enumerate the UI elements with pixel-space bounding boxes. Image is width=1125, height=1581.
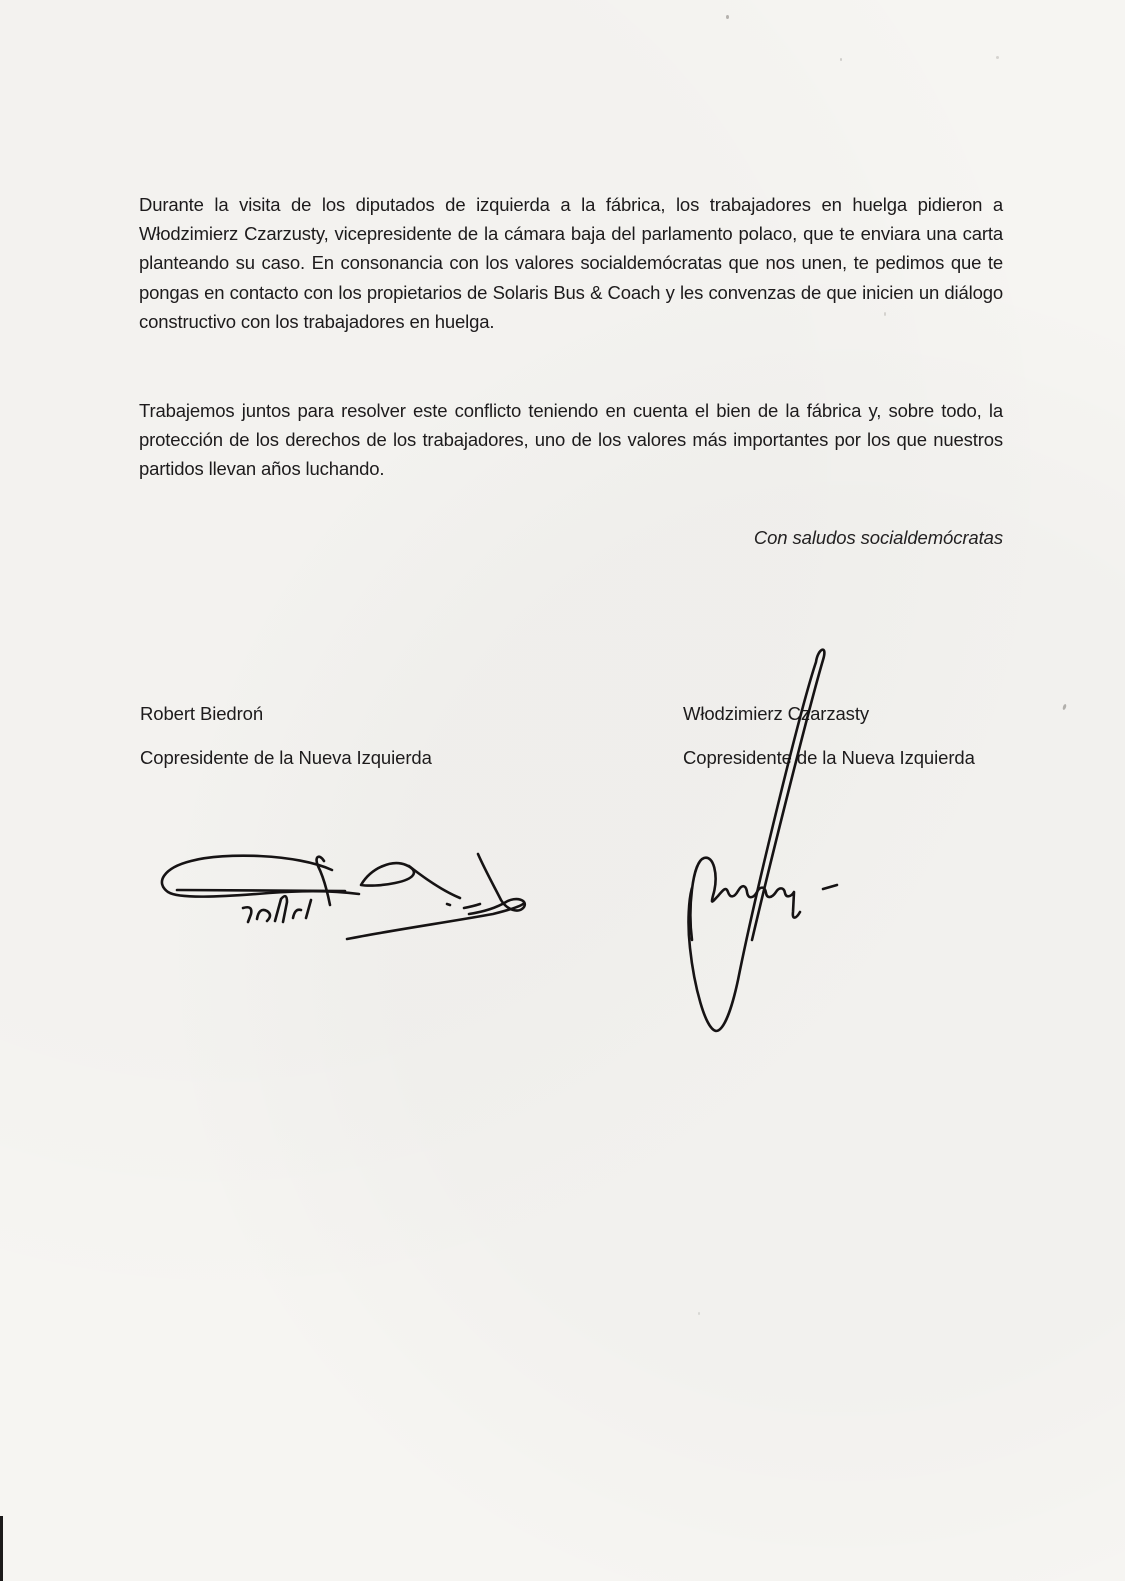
signatory-title-robert-biedron: Copresidente de la Nueva Izquierda xyxy=(140,747,432,768)
complimentary-close: Con saludos socialdemócratas xyxy=(753,527,1003,548)
letter-paragraph-1: Durante la visita de los diputados de izquierda a la fábrica, los trabajadores en huelga pidieron a Włodzimierz Czarzusty, vicepresidente de la cámara baja del parlamento polaco, que te enviara una carta planteando su caso. En consonancia con los valores socialdemócratas que nos unen, te pedimos que te pongas en contacto con los propietarios de Solaris Bus & Coach y les convenzas de que inicien un diálogo constructivo con los trabajadores en huelga. xyxy=(139,193,1003,333)
scan-speck xyxy=(884,312,886,316)
signatory-name-robert-biedron: Robert Biedroń xyxy=(140,703,264,724)
scan-speck xyxy=(840,58,842,61)
scan-edge-artifact xyxy=(0,1516,3,1581)
signature-wlodzimierz-czarzasty-image xyxy=(660,640,850,1045)
signatory-title-wlodzimierz-czarzasty: Copresidente de la Nueva Izquierda xyxy=(683,747,975,768)
signature-robert-biedron-image xyxy=(147,838,542,953)
scan-speck xyxy=(726,15,729,19)
scan-speck xyxy=(996,56,999,59)
scan-speck xyxy=(698,1312,700,1315)
scan-speck xyxy=(1062,704,1067,711)
letter-paragraph-2: Trabajemos juntos para resolver este conflicto teniendo en cuenta el bien de la fábrica y, sobre todo, la protección de los derechos de los trabajadores, uno de los valores más importantes por los que nuestros partidos llevan años luchando. xyxy=(139,399,1003,480)
signatory-name-wlodzimierz-czarzasty: Włodzimierz Czarzasty xyxy=(683,703,870,724)
